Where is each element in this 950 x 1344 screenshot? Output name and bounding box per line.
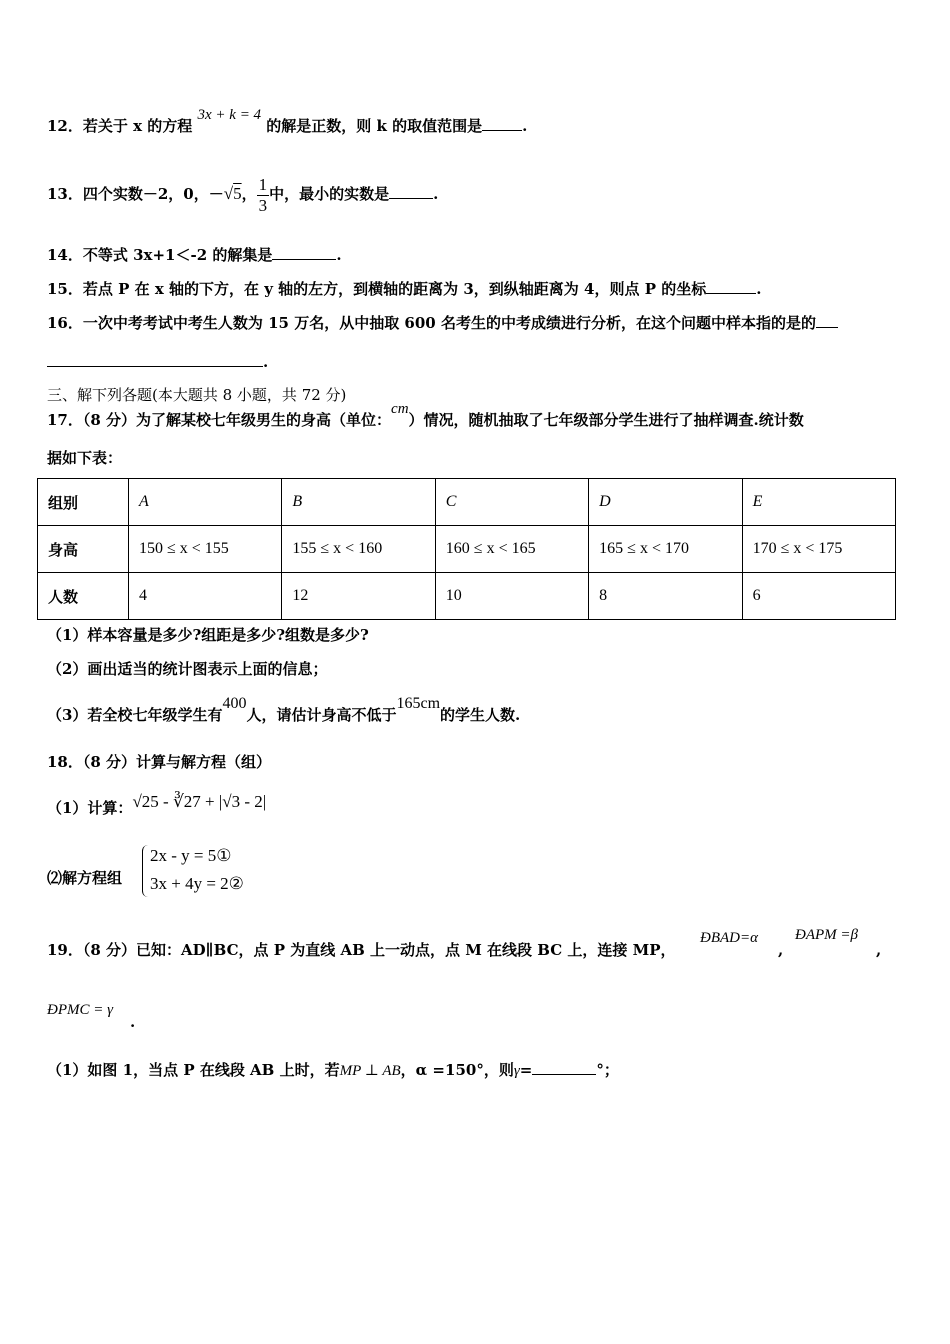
q13-tail: 中，最小的实数是 [269, 185, 390, 203]
q17-sub1: （1）样本容量是多少?组距是多少?组数是多少? [47, 626, 369, 644]
q19-sub1: （1）如图 1，当点 P 在线段 AB 上时，若MP ⊥ AB，α =150°，则γ= °； [47, 1061, 619, 1079]
question-18: 18．（8 分）计算与解方程（组） [47, 753, 272, 771]
q17-head: 17．（8 分）为了解某校七年级男生的身高（单位： [47, 411, 392, 429]
section-3-heading: 三、解下列各题(本大题共 8 小题，共 72 分) [47, 386, 347, 404]
q14-text: 14．不等式 3x+1＜-2 的解集是 [47, 246, 273, 264]
q12-text: 12．若关于 x 的方程 [47, 117, 193, 135]
table-cell: 150 ≤ x < 155 [129, 526, 282, 573]
system-eq1: 2x - y = 5① [150, 846, 232, 865]
q16-answer-blank-b[interactable] [47, 352, 263, 367]
q19-head: 19．（8 分）已知：AD∥BC，点 P 为直线 AB 上一动点，点 M 在线段 BC 上，连接 MP， [47, 941, 676, 959]
table-cell: 170 ≤ x < 175 [742, 526, 895, 573]
q12-tail: 的解是正数，则 k 的取值范围是 [266, 117, 483, 135]
question-19 [47, 940, 676, 960]
q15-text: 15．若点 P 在 x 轴的下方，在 y 轴的左方，到横轴的距离为 3，到纵轴距离为 4，则点 P 的坐标 [47, 280, 707, 298]
question-17-cont: 据如下表： [47, 449, 123, 467]
table-cell: 155 ≤ x < 160 [282, 526, 435, 573]
table-cell: 160 ≤ x < 165 [435, 526, 588, 573]
q17-sub3: （3）若全校七年级学生有400人，请估计身高不低于165cm的学生人数. [47, 695, 521, 724]
q12-answer-blank[interactable] [482, 116, 522, 131]
q19-angle-pmc: ÐPMC = γ [47, 1002, 114, 1018]
q16-answer-blank-a[interactable] [816, 313, 838, 328]
row-header-height: 身高 [38, 526, 129, 573]
q19-condition: MP ⊥ AB [339, 1063, 401, 1079]
table-cell: 8 [589, 573, 742, 620]
question-14: 14．不等式 3x+1＜-2 的解集是 . [47, 246, 342, 264]
q13-answer-blank[interactable] [389, 184, 433, 199]
table-cell: 165 ≤ x < 170 [589, 526, 742, 573]
q19-answer-blank[interactable] [532, 1060, 596, 1075]
question-13: 13．四个实数－2，0，－√5， $\frac{1}{3}$ 中，最小的实数是 . [47, 174, 439, 215]
height-table [37, 478, 896, 620]
table-row [38, 573, 896, 620]
question-17: 17．（8 分）为了解某校七年级男生的身高（单位：cm）情况，随机抽取了七年级部分学生进行了抽样调查.统计数 [47, 401, 804, 429]
q18-sub1: （1）计算：√25 - ∛27 + |√3 - 2| [47, 792, 267, 817]
table-cell: B [282, 479, 435, 526]
row-header-count: 人数 [38, 573, 129, 620]
q19-angle-bad: ÐBAD=α [700, 930, 758, 946]
system-eq2: 3x + 4y = 2② [150, 874, 244, 893]
question-12: 12．若关于 x 的方程 3x + k = 4 的解是正数，则 k 的取值范围是 . [47, 107, 528, 135]
table-cell: 4 [129, 573, 282, 620]
q17-sub2: （2）画出适当的统计图表示上面的信息； [47, 660, 328, 678]
question-15: 15．若点 P 在 x 轴的下方，在 y 轴的左方，到横轴的距离为 3，到纵轴距离为 4，则点 P 的坐标 . [47, 280, 762, 298]
table-cell: E [742, 479, 895, 526]
q17-unit: cm [391, 401, 409, 417]
table-row [38, 479, 896, 526]
question-16 [47, 313, 838, 333]
table-row [38, 526, 896, 573]
table-cell: 10 [435, 573, 588, 620]
question-16-cont: . [47, 352, 268, 372]
q18-sub2: ⑵解方程组 [47, 869, 123, 887]
q14-answer-blank[interactable] [272, 245, 336, 260]
table-cell: D [589, 479, 742, 526]
row-header-group: 组别 [38, 479, 129, 526]
q16-text: 16．一次中考考试中考生人数为 15 万名，从中抽取 600 名考生的中考成绩进行分析，在这个问题中样本指的是的 [47, 314, 816, 332]
q13-fraction: $\frac{1}{3}$ [258, 174, 268, 215]
q18-calc-expression: √25 - ∛27 + |√3 - 2| [132, 792, 267, 811]
q13-sqrt: 5 [233, 184, 242, 203]
q13-text: 13．四个实数－2，0，－ [47, 185, 224, 203]
table-cell: C [435, 479, 588, 526]
q12-equation: 3x + k = 4 [197, 107, 262, 123]
table-cell: A [129, 479, 282, 526]
q15-answer-blank[interactable] [706, 279, 756, 294]
table-cell: 12 [282, 573, 435, 620]
q19-angle-apm: ÐAPM =β [795, 927, 858, 943]
table-cell: 6 [742, 573, 895, 620]
